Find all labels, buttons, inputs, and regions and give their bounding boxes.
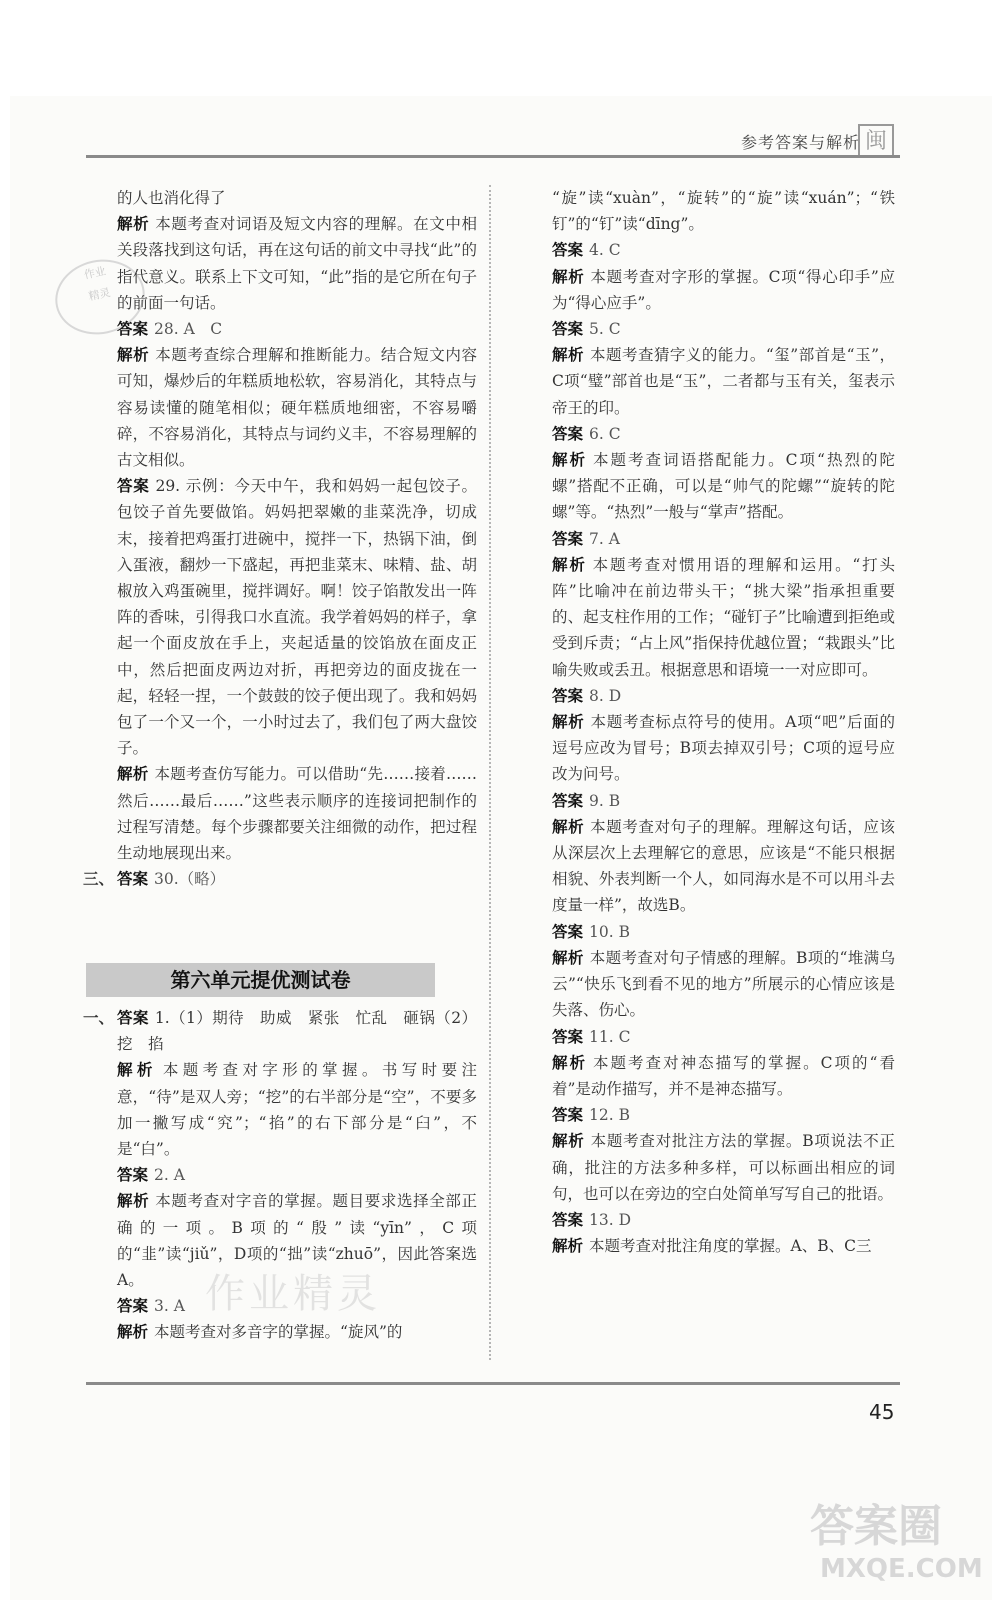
label-answer: 答案 bbox=[552, 921, 584, 941]
paragraph bbox=[552, 683, 895, 709]
paragraph bbox=[117, 185, 477, 211]
watermark-stamp-bottom: 精灵 bbox=[87, 285, 112, 304]
paragraph bbox=[552, 709, 895, 788]
label-answer: 答案 bbox=[552, 240, 584, 260]
paragraph-text: 本题考查对句子的理解。理解这句话，应该从深层次上去理解它的意思，应该是“不能只根据相貌、外表判断一个人，如同海水是不可以用斗去度量一样”，故选B。 bbox=[552, 817, 895, 915]
paragraph bbox=[117, 1319, 477, 1345]
paragraph-text: 本题考查综合理解和推断能力。结合短文内容可知，爆炒后的年糕质地松软，容易消化，其特点与容易读懂的随笔相似；硬年糕质地细密，不容易嚼碎，不容易消化，其特点与词约义丰，不容易理解的古文相似。 bbox=[117, 346, 477, 470]
paragraph-text: 本题考查标点符号的使用。A项“吧”后面的逗号应改为冒号；B项去掉双引号；C项的逗号应改为问号。 bbox=[552, 713, 895, 784]
label-answer: 答案 bbox=[552, 528, 584, 548]
label-analysis: 解析 bbox=[552, 947, 584, 967]
label-analysis: 解析 bbox=[552, 1236, 584, 1256]
paragraph bbox=[552, 342, 895, 421]
paragraph-text: “旋”读“xuàn”，“旋转”的“旋”读“xuán”；“铁钉”的“钉”读“dīng”。 bbox=[552, 189, 895, 234]
label-answer: 答案 bbox=[552, 1105, 584, 1125]
paragraph-text: 3. A bbox=[154, 1297, 185, 1316]
paragraph bbox=[552, 237, 895, 263]
paragraph-text: 12. B bbox=[589, 1106, 630, 1125]
paragraph-text: 本题考查对句子情感的理解。B项的“堆满乌云”“快乐飞到看不见的地方”所展示的心情应该是失落、伤心。 bbox=[552, 948, 895, 1020]
watermark-logo-bottom: MXQE.COM bbox=[820, 1554, 983, 1584]
label-analysis: 解析 bbox=[117, 1191, 150, 1211]
paragraph-text: 本题考查对多音字的掌握。“旋风”的 bbox=[154, 1323, 403, 1342]
paragraph bbox=[552, 814, 895, 919]
paragraph bbox=[117, 761, 477, 866]
watermark-logo bbox=[810, 1490, 983, 1584]
paragraph bbox=[552, 1207, 895, 1233]
paragraph-text: 10. B bbox=[589, 922, 630, 941]
paragraph-text: 的人也消化得了 bbox=[117, 189, 226, 207]
paragraph bbox=[117, 473, 477, 761]
paragraph-text: 本题考查猜字义的能力。“玺”部首是“玉”，C项“璧”部首也是“玉”，二者都与玉有关，玺表示帝王的印。 bbox=[552, 346, 895, 417]
footer-rule bbox=[86, 1382, 900, 1385]
paragraph-text: 4. C bbox=[589, 241, 621, 260]
paragraph-text: 30.（略） bbox=[154, 870, 226, 889]
paragraph-text: 7. A bbox=[589, 529, 620, 548]
page-number: 45 bbox=[869, 1400, 895, 1424]
paragraph bbox=[552, 264, 895, 316]
paragraph bbox=[552, 526, 895, 552]
paragraph bbox=[552, 945, 895, 1024]
left-column-lower bbox=[83, 1005, 477, 1346]
label-analysis: 解析 bbox=[117, 345, 150, 365]
paragraph bbox=[552, 1128, 895, 1207]
paragraph bbox=[552, 919, 895, 945]
label-analysis: 解析 bbox=[552, 816, 585, 836]
paragraph bbox=[552, 1233, 895, 1259]
section-marker: 三、 bbox=[83, 869, 115, 889]
paragraph bbox=[552, 447, 895, 526]
paragraph bbox=[552, 1024, 895, 1050]
paragraph-text: 本题考查对神态描写的掌握。C项的“看着”是动作描写，并不是神态描写。 bbox=[552, 1053, 895, 1098]
region-badge: 闽 bbox=[858, 124, 894, 158]
paragraph bbox=[552, 185, 895, 237]
watermark-center: 作业精灵 bbox=[205, 1271, 381, 1317]
label-analysis: 解析 bbox=[552, 450, 588, 470]
label-analysis: 解析 bbox=[117, 1322, 149, 1342]
paragraph bbox=[117, 342, 477, 473]
header-title: 参考答案与解析 bbox=[741, 133, 861, 152]
paragraph bbox=[117, 316, 477, 342]
paragraph-text: 11. C bbox=[589, 1027, 631, 1046]
paragraph-text: 13. D bbox=[589, 1210, 632, 1229]
paragraph-text: 6. C bbox=[589, 424, 621, 443]
paragraph bbox=[83, 1005, 477, 1057]
label-analysis: 解析 bbox=[117, 1060, 157, 1080]
section-marker: 一、 bbox=[83, 1008, 115, 1027]
paragraph-text: 28. A C bbox=[154, 320, 223, 339]
label-answer: 答案 bbox=[117, 476, 150, 496]
label-analysis: 解析 bbox=[117, 764, 149, 784]
paragraph bbox=[117, 1057, 477, 1162]
label-analysis: 解析 bbox=[552, 345, 584, 365]
paragraph bbox=[117, 211, 477, 316]
scan-top-margin bbox=[0, 0, 1000, 96]
paragraph-text: 本题考查对惯用语的理解和运用。“打头阵”比喻冲在前边带头干；“挑大梁”指承担重要的、起支柱作用的工作；“碰钉子”比喻遭到拒绝或受到斥责；“占上风”指保持优越位置；“栽跟头”比喻失败或丢丑。根据意思和语境一一对应即可。 bbox=[552, 555, 895, 679]
paragraph-text: 8. D bbox=[589, 686, 622, 705]
paragraph-text: 本题考查对字形的掌握。C项“得心印手”应为“得心应手”。 bbox=[552, 267, 895, 312]
label-answer: 答案 bbox=[117, 1296, 149, 1316]
paragraph-text: 29. 示例：今天中午，我和妈妈一起包饺子。包饺子首先要做馅。妈妈把翠嫩的韭菜洗净，切成末，接着把鸡蛋打进碗中，搅拌一下，热锅下油，倒入蛋液，翻炒一下盛起，再把韭菜末、味精、盐、胡椒放入鸡蛋碗里，搅拌调好。啊！饺子馅散发出一阵阵的香味，引得我口水直流。我学着妈妈的样子，拿起一个面皮放在手上，夹起适量的饺馅放在面皮正中，然后把面皮两边对折，再把旁边的面皮拢在一起，轻轻一捏，一个鼓鼓的饺子便出现了。我和妈妈包了一个又一个，一小时过去了，我们包了两大盘饺子。 bbox=[117, 477, 477, 758]
paragraph bbox=[83, 866, 477, 892]
label-answer: 答案 bbox=[552, 790, 584, 810]
label-answer: 答案 bbox=[552, 1209, 584, 1229]
paragraph-text: 本题考查对字形的掌握。书写时要注意，“待”是双人旁；“挖”的右半部分是“空”，不要多加一撇写成“究”；“掐”的右下部分是“臼”，不是“白”。 bbox=[117, 1061, 477, 1159]
label-answer: 答案 bbox=[117, 869, 149, 889]
paragraph-text: 本题考查仿写能力。可以借助“先……接着……然后……最后……”这些表示顺序的连接词把制作的过程写清楚。每个步骤都要关注细微的动作，把过程生动地展现出来。 bbox=[117, 765, 477, 863]
label-answer: 答案 bbox=[552, 1026, 584, 1046]
label-analysis: 解析 bbox=[552, 1052, 588, 1072]
label-analysis: 解析 bbox=[552, 712, 585, 732]
paragraph-text: 2. A bbox=[154, 1166, 185, 1185]
label-analysis: 解析 bbox=[552, 266, 585, 286]
right-column bbox=[552, 185, 895, 1259]
paragraph bbox=[117, 1293, 477, 1319]
paragraph-text: 本题考查对词语及短文内容的理解。在文中相关段落找到这句话，再在这句话的前文中寻找“此”的指代意义。联系上下文可知，“此”指的是它所在句子的前面一句话。 bbox=[117, 215, 477, 312]
section-heading: 第六单元提优测试卷 bbox=[86, 963, 435, 997]
paragraph-text: 本题考查对批注方法的掌握。B项说法不正确，批注的方法多种多样，可以标画出相应的词句，也可以在旁边的空白处简单写写自己的批语。 bbox=[552, 1132, 895, 1203]
paragraph bbox=[552, 1050, 895, 1102]
paragraph-text: 1.（1）期待 助威 紧张 忙乱 砸锅（2）挖 掐 bbox=[117, 1009, 477, 1054]
label-answer: 答案 bbox=[552, 685, 584, 705]
label-answer: 答案 bbox=[117, 319, 149, 339]
label-answer: 答案 bbox=[117, 1165, 149, 1185]
watermark-stamp-top: 作业 bbox=[82, 264, 108, 282]
paragraph-text: 本题考查对批注角度的掌握。A、B、C三 bbox=[589, 1237, 872, 1256]
watermark-logo-top: 答案圈 bbox=[810, 1501, 942, 1552]
paragraph-text: 本题考查词语搭配能力。C项“热烈的陀螺”搭配不正确，可以是“帅气的陀螺”“旋转的陀螺”等。“热烈”一般与“掌声”搭配。 bbox=[552, 451, 895, 522]
paragraph-text: 9. B bbox=[589, 791, 621, 810]
label-answer: 答案 bbox=[552, 423, 584, 443]
label-analysis: 解析 bbox=[552, 1131, 585, 1151]
paragraph-text: 5. C bbox=[589, 320, 621, 339]
label-analysis: 解析 bbox=[552, 554, 587, 574]
paragraph bbox=[117, 1162, 477, 1188]
paragraph bbox=[552, 1102, 895, 1128]
paragraph bbox=[552, 552, 895, 683]
label-answer: 答案 bbox=[552, 319, 584, 339]
paragraph bbox=[552, 788, 895, 814]
paragraph bbox=[117, 1188, 477, 1293]
column-divider bbox=[489, 185, 491, 1360]
header-rule bbox=[86, 155, 900, 158]
paragraph-text: 本题考查对字音的掌握。题目要求选择全部正确的一项。B项的“殷”读“yīn”，C项的“韭”读“jiǔ”，D项的“拙”读“zhuō”，因此答案选A。 bbox=[117, 1192, 477, 1290]
label-answer: 答案 bbox=[117, 1008, 149, 1027]
label-analysis: 解析 bbox=[117, 214, 150, 234]
paragraph bbox=[552, 316, 895, 342]
paragraph bbox=[552, 421, 895, 447]
